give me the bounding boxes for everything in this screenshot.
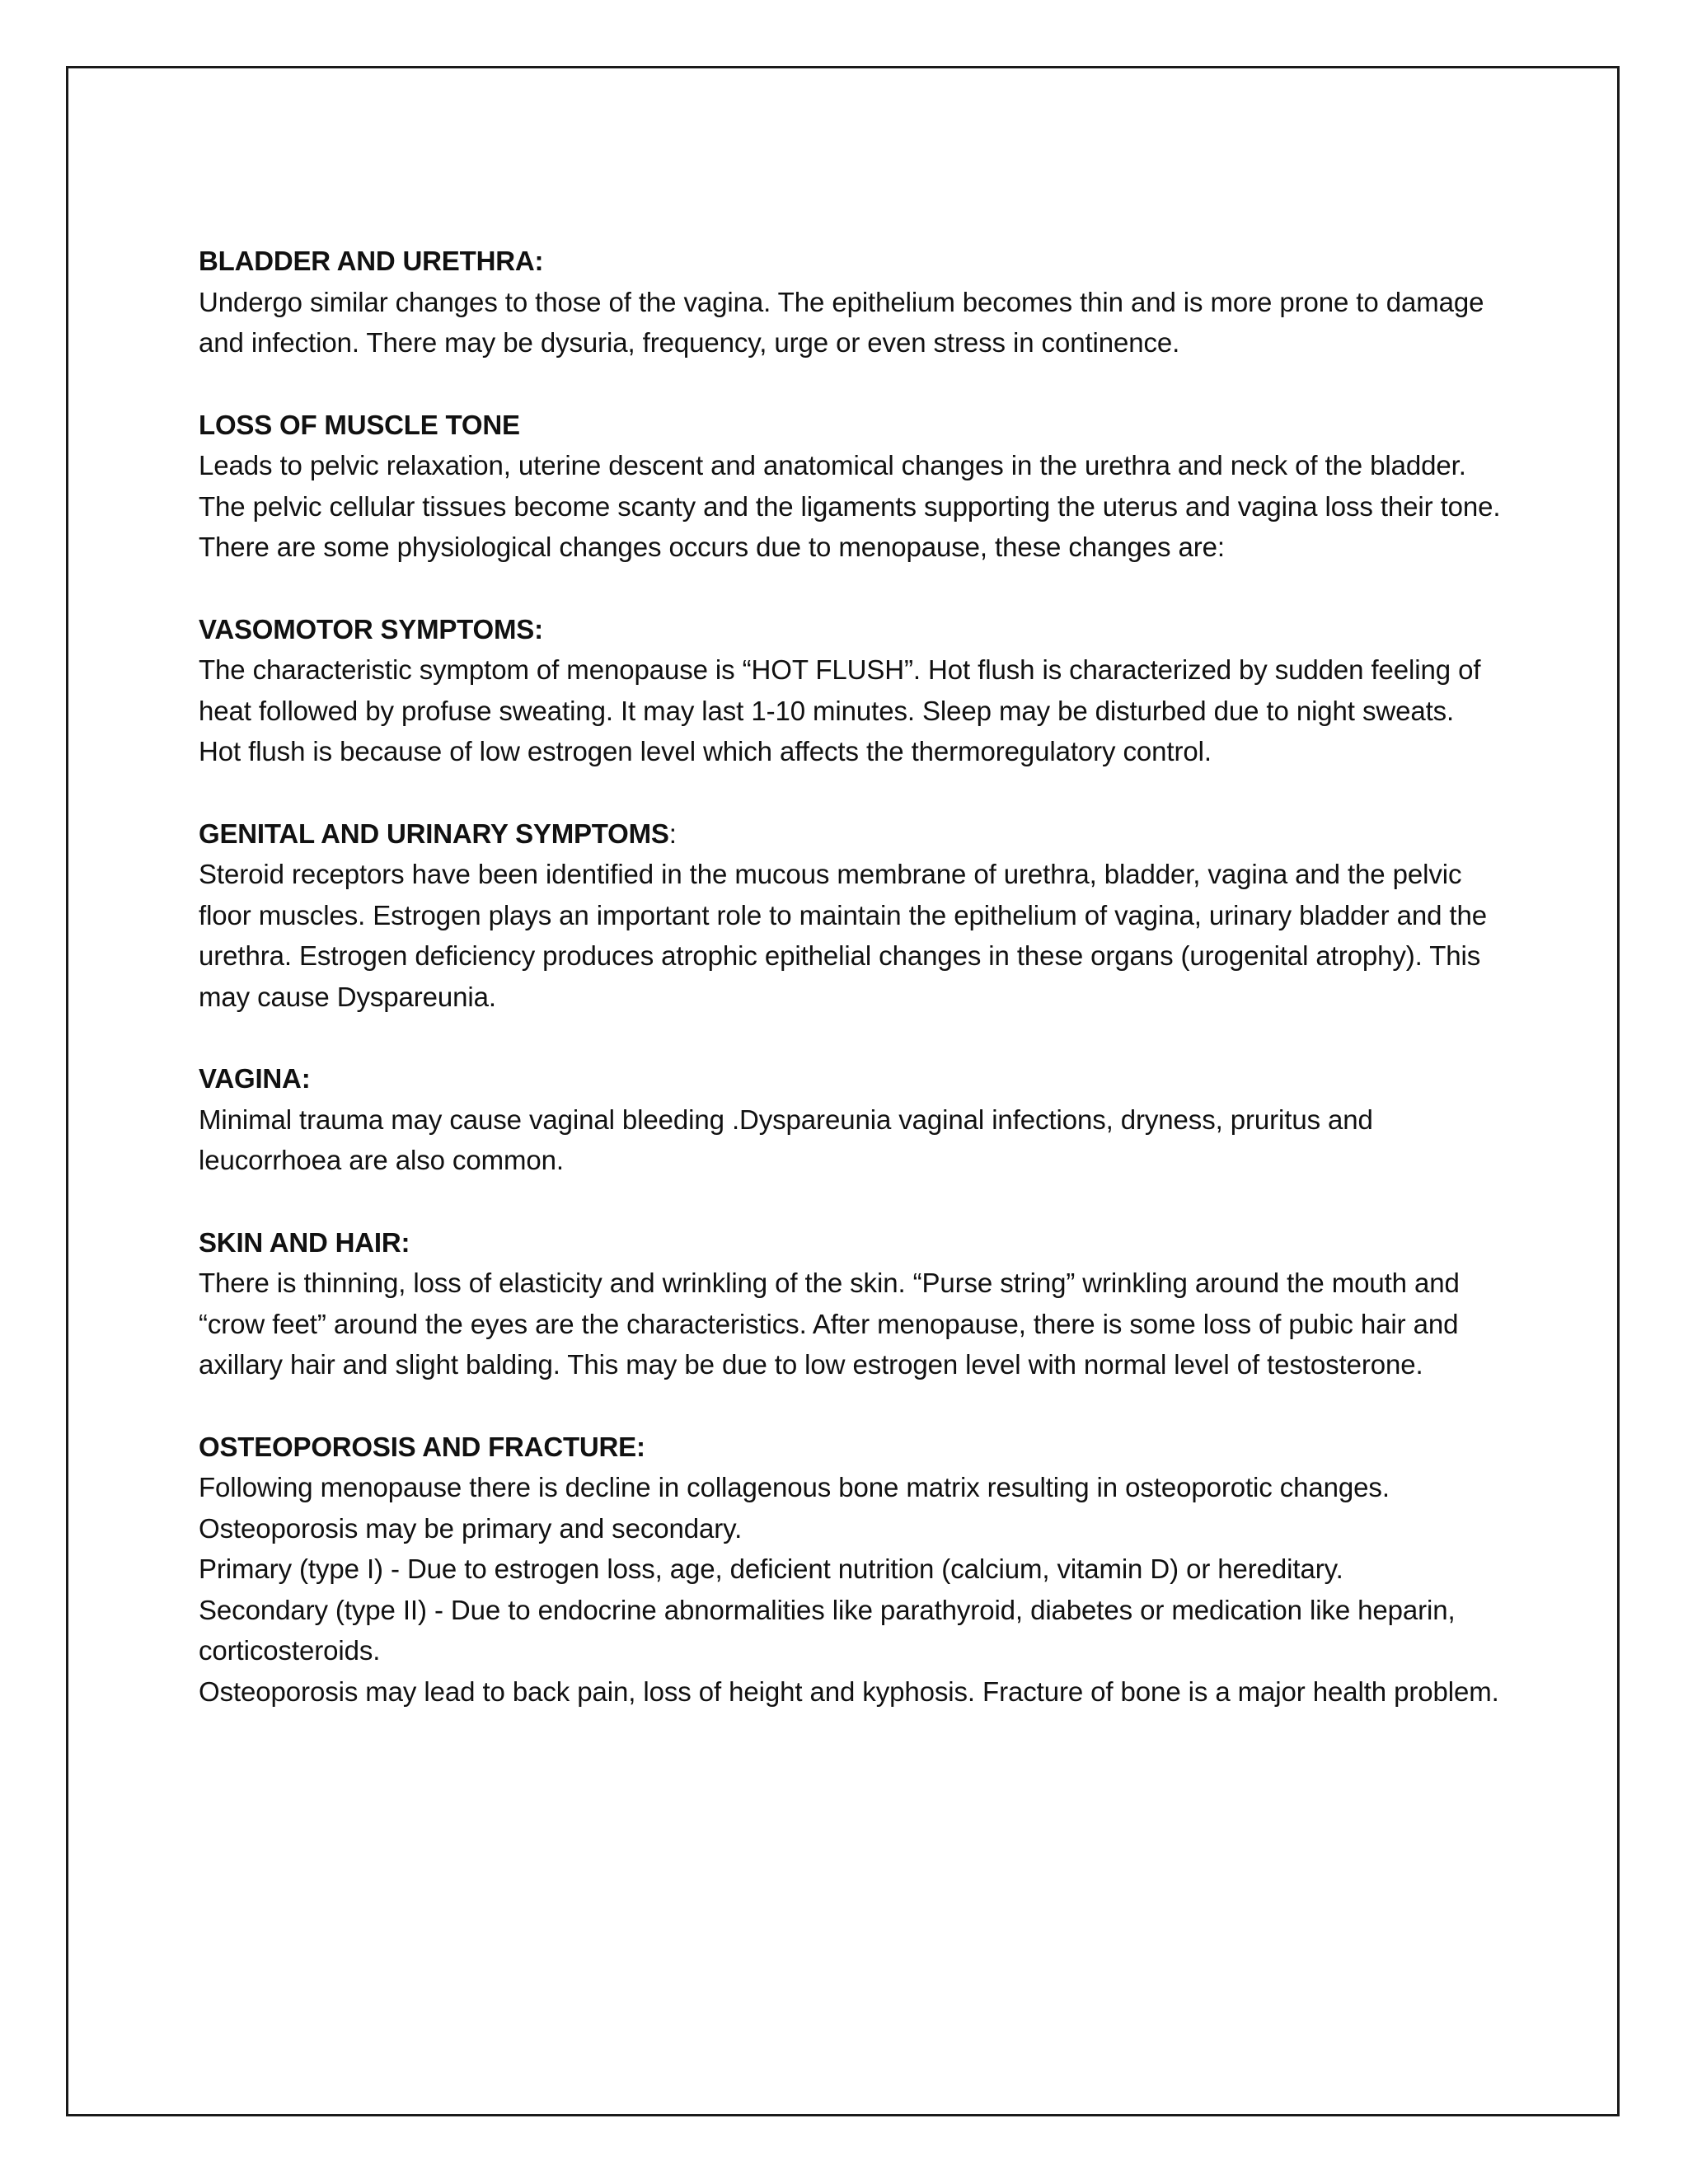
section-paragraph: Secondary (type II) - Due to endocrine abnormalities like parathyroid, diabetes or medication like heparin, corticosteroids. (199, 1594, 1456, 1666)
section-heading: GENITAL AND URINARY SYMPTOMS: (199, 818, 677, 849)
section-vasomotor-symptoms (199, 609, 1501, 772)
section-vagina (199, 1058, 1501, 1181)
section-paragraph: Undergo similar changes to those of the vagina. The epithelium becomes thin and is more prone to damage and infection. There may be dysuria, frequency, urge or even stress in continence. (199, 286, 1484, 358)
section-paragraph: Minimal trauma may cause vaginal bleeding .Dyspareunia vaginal infections, dryness, pruritus and leucorrhoea are also common. (199, 1104, 1373, 1175)
section-heading: VAGINA: (199, 1063, 311, 1094)
section-heading: SKIN AND HAIR: (199, 1226, 410, 1258)
section-skin-and-hair (199, 1222, 1501, 1385)
section-genital-and-urinary-symptoms (199, 813, 1501, 1018)
document-body (199, 241, 1501, 1753)
section-paragraph: Primary (type I) - Due to estrogen loss, age, deficient nutrition (calcium, vitamin D) or hereditary. (199, 1554, 1343, 1584)
section-paragraph: There is thinning, loss of elasticity and wrinkling of the skin. “Purse string” wrinkling around the mouth and “crow feet” around the eyes are the characteristics. After menopause, there is some loss of pubic hair and axillary hair and slight balding. This may be due to low estrogen level with normal level of testosterone. (199, 1268, 1460, 1380)
section-heading: VASOMOTOR SYMPTOMS: (199, 613, 543, 644)
section-paragraph: Leads to pelvic relaxation, uterine descent and anatomical changes in the urethra and neck of the bladder. The pelvic cellular tissues become scanty and the ligaments supporting the uterus and vagina loss their tone. (199, 450, 1501, 522)
section-loss-of-muscle-tone (199, 405, 1501, 568)
section-heading: OSTEOPOROSIS AND FRACTURE: (199, 1431, 645, 1462)
section-bladder-and-urethra (199, 241, 1501, 363)
section-heading: BLADDER AND URETHRA: (199, 246, 544, 276)
section-paragraph: The characteristic symptom of menopause is “HOT FLUSH”. Hot flush is characterized by sudden feeling of heat followed by profuse sweating. It may last 1-10 minutes. Sleep may be disturbed due to night sweats. Hot flush is because of low estrogen level which affects the thermoregulatory control. (199, 654, 1481, 766)
section-paragraph: Osteoporosis may be primary and secondary. (199, 1512, 743, 1544)
section-paragraph: There are some physiological changes occurs due to menopause, these changes are: (199, 532, 1225, 562)
section-osteoporosis-and-fracture (199, 1427, 1501, 1713)
heading-colon: : (668, 818, 677, 849)
section-paragraph: Following menopause there is decline in collagenous bone matrix resulting in osteoporotic changes. (199, 1472, 1390, 1502)
section-paragraph: Osteoporosis may lead to back pain, loss of height and kyphosis. Fracture of bone is a major health problem. (199, 1675, 1499, 1707)
section-paragraph: Steroid receptors have been identified in the mucous membrane of urethra, bladder, vagina and the pelvic floor muscles. Estrogen plays an important role to maintain the epithelium of vagina, urinary bladder and the urethra. Estrogen deficiency produces atrophic epithelial changes in these organs (urogenital atrophy). This may cause Dyspareunia. (199, 859, 1487, 1012)
section-heading: LOSS OF MUSCLE TONE (199, 409, 520, 440)
